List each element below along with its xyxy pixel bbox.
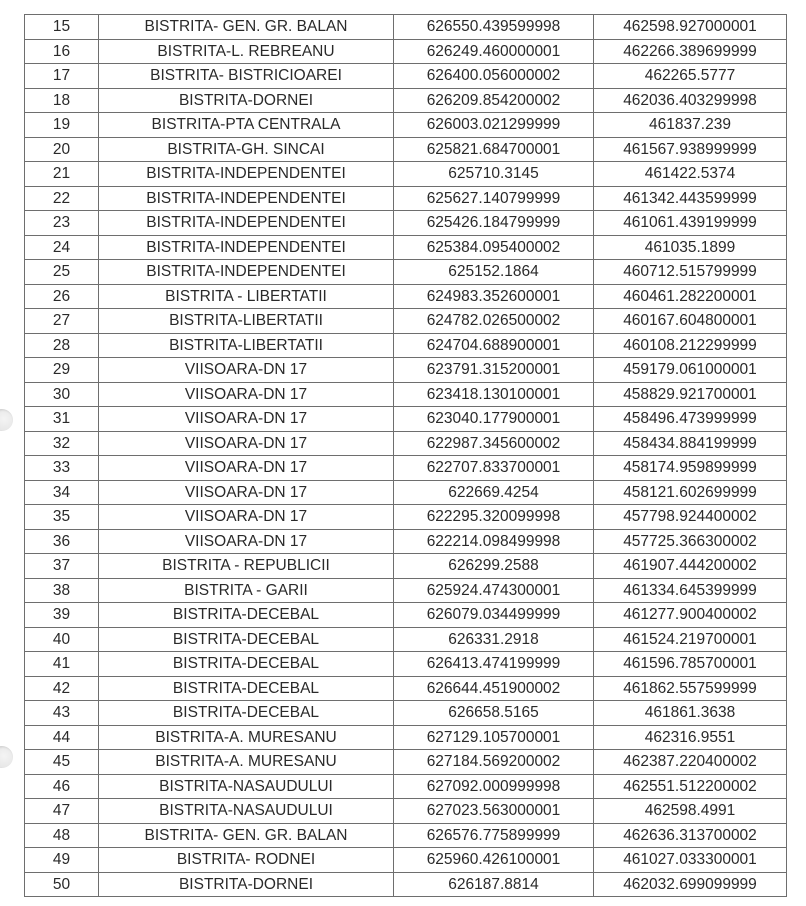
y-coordinate-cell: 462551.512200002 <box>594 774 787 799</box>
location-name-cell: BISTRITA-DECEBAL <box>99 627 394 652</box>
y-coordinate-cell: 458434.884199999 <box>594 431 787 456</box>
x-coordinate-cell: 625960.426100001 <box>394 848 594 873</box>
location-name-cell: BISTRITA-DECEBAL <box>99 701 394 726</box>
table-row <box>25 137 787 162</box>
location-name-cell: BISTRITA-LIBERTATII <box>99 309 394 334</box>
x-coordinate-cell: 624782.026500002 <box>394 309 594 334</box>
row-number-cell: 44 <box>25 725 99 750</box>
y-coordinate-cell: 460108.212299999 <box>594 333 787 358</box>
y-coordinate-cell: 460712.515799999 <box>594 260 787 285</box>
location-name-cell: BISTRITA-INDEPENDENTEI <box>99 260 394 285</box>
y-coordinate-cell: 461567.938999999 <box>594 137 787 162</box>
location-name-cell: VIISOARA-DN 17 <box>99 505 394 530</box>
location-name-cell: BISTRITA-LIBERTATII <box>99 333 394 358</box>
row-number-cell: 34 <box>25 480 99 505</box>
row-number-cell: 21 <box>25 162 99 187</box>
row-number-cell: 19 <box>25 113 99 138</box>
y-coordinate-cell: 461862.557599999 <box>594 676 787 701</box>
x-coordinate-cell: 626003.021299999 <box>394 113 594 138</box>
location-name-cell: BISTRITA-INDEPENDENTEI <box>99 162 394 187</box>
y-coordinate-cell: 457798.924400002 <box>594 505 787 530</box>
table-row <box>25 382 787 407</box>
table-row <box>25 603 787 628</box>
table-row <box>25 750 787 775</box>
y-coordinate-cell: 458174.959899999 <box>594 456 787 481</box>
x-coordinate-cell: 625384.095400002 <box>394 235 594 260</box>
y-coordinate-cell: 460167.604800001 <box>594 309 787 334</box>
location-name-cell: BISTRITA-INDEPENDENTEI <box>99 211 394 236</box>
location-name-cell: BISTRITA-NASAUDULUI <box>99 774 394 799</box>
x-coordinate-cell: 626249.460000001 <box>394 39 594 64</box>
table-row <box>25 652 787 677</box>
table-row <box>25 554 787 579</box>
location-name-cell: BISTRITA-DECEBAL <box>99 603 394 628</box>
table-row <box>25 505 787 530</box>
row-number-cell: 37 <box>25 554 99 579</box>
y-coordinate-cell: 462387.220400002 <box>594 750 787 775</box>
location-name-cell: BISTRITA-DECEBAL <box>99 652 394 677</box>
location-name-cell: VIISOARA-DN 17 <box>99 358 394 383</box>
row-number-cell: 47 <box>25 799 99 824</box>
coordinates-table-body <box>25 15 787 897</box>
row-number-cell: 41 <box>25 652 99 677</box>
y-coordinate-cell: 462636.313700002 <box>594 823 787 848</box>
table-row <box>25 186 787 211</box>
row-number-cell: 18 <box>25 88 99 113</box>
x-coordinate-cell: 625426.184799999 <box>394 211 594 236</box>
row-number-cell: 32 <box>25 431 99 456</box>
row-number-cell: 49 <box>25 848 99 873</box>
row-number-cell: 33 <box>25 456 99 481</box>
table-row <box>25 333 787 358</box>
row-number-cell: 39 <box>25 603 99 628</box>
table-row <box>25 823 787 848</box>
y-coordinate-cell: 458829.921700001 <box>594 382 787 407</box>
x-coordinate-cell: 622295.320099998 <box>394 505 594 530</box>
row-number-cell: 22 <box>25 186 99 211</box>
x-coordinate-cell: 626187.8814 <box>394 872 594 897</box>
location-name-cell: BISTRITA- BISTRICIOAREI <box>99 64 394 89</box>
location-name-cell: BISTRITA-A. MURESANU <box>99 750 394 775</box>
y-coordinate-cell: 461061.439199999 <box>594 211 787 236</box>
row-number-cell: 38 <box>25 578 99 603</box>
row-number-cell: 27 <box>25 309 99 334</box>
row-number-cell: 40 <box>25 627 99 652</box>
row-number-cell: 31 <box>25 407 99 432</box>
location-name-cell: BISTRITA-PTA CENTRALA <box>99 113 394 138</box>
row-number-cell: 30 <box>25 382 99 407</box>
y-coordinate-cell: 461837.239 <box>594 113 787 138</box>
row-number-cell: 42 <box>25 676 99 701</box>
table-row <box>25 64 787 89</box>
table-row <box>25 309 787 334</box>
y-coordinate-cell: 461524.219700001 <box>594 627 787 652</box>
x-coordinate-cell: 624983.352600001 <box>394 284 594 309</box>
location-name-cell: BISTRITA- GEN. GR. BALAN <box>99 823 394 848</box>
row-number-cell: 29 <box>25 358 99 383</box>
location-name-cell: BISTRITA - GARII <box>99 578 394 603</box>
x-coordinate-cell: 626550.439599998 <box>394 15 594 40</box>
table-row <box>25 235 787 260</box>
table-row <box>25 676 787 701</box>
table-row <box>25 848 787 873</box>
x-coordinate-cell: 623418.130100001 <box>394 382 594 407</box>
row-number-cell: 25 <box>25 260 99 285</box>
table-row <box>25 211 787 236</box>
x-coordinate-cell: 627023.563000001 <box>394 799 594 824</box>
location-name-cell: VIISOARA-DN 17 <box>99 382 394 407</box>
x-coordinate-cell: 626576.775899999 <box>394 823 594 848</box>
y-coordinate-cell: 462598.4991 <box>594 799 787 824</box>
y-coordinate-cell: 461422.5374 <box>594 162 787 187</box>
row-number-cell: 17 <box>25 64 99 89</box>
y-coordinate-cell: 460461.282200001 <box>594 284 787 309</box>
table-row <box>25 627 787 652</box>
table-row <box>25 39 787 64</box>
y-coordinate-cell: 462266.389699999 <box>594 39 787 64</box>
x-coordinate-cell: 626658.5165 <box>394 701 594 726</box>
location-name-cell: VIISOARA-DN 17 <box>99 407 394 432</box>
location-name-cell: BISTRITA-DECEBAL <box>99 676 394 701</box>
row-number-cell: 26 <box>25 284 99 309</box>
table-row <box>25 725 787 750</box>
x-coordinate-cell: 627092.000999998 <box>394 774 594 799</box>
x-coordinate-cell: 625821.684700001 <box>394 137 594 162</box>
location-name-cell: BISTRITA- GEN. GR. BALAN <box>99 15 394 40</box>
location-name-cell: BISTRITA - REPUBLICII <box>99 554 394 579</box>
table-row <box>25 701 787 726</box>
x-coordinate-cell: 626400.056000002 <box>394 64 594 89</box>
y-coordinate-cell: 458121.602699999 <box>594 480 787 505</box>
table-row <box>25 774 787 799</box>
x-coordinate-cell: 627184.569200002 <box>394 750 594 775</box>
row-number-cell: 48 <box>25 823 99 848</box>
location-name-cell: VIISOARA-DN 17 <box>99 480 394 505</box>
punch-hole-mark <box>0 746 13 768</box>
x-coordinate-cell: 626079.034499999 <box>394 603 594 628</box>
location-name-cell: VIISOARA-DN 17 <box>99 456 394 481</box>
location-name-cell: BISTRITA-A. MURESANU <box>99 725 394 750</box>
y-coordinate-cell: 461342.443599999 <box>594 186 787 211</box>
table-row <box>25 407 787 432</box>
row-number-cell: 50 <box>25 872 99 897</box>
y-coordinate-cell: 461334.645399999 <box>594 578 787 603</box>
x-coordinate-cell: 622669.4254 <box>394 480 594 505</box>
table-row <box>25 799 787 824</box>
y-coordinate-cell: 462036.403299998 <box>594 88 787 113</box>
x-coordinate-cell: 622707.833700001 <box>394 456 594 481</box>
table-row <box>25 431 787 456</box>
y-coordinate-cell: 461861.3638 <box>594 701 787 726</box>
x-coordinate-cell: 625710.3145 <box>394 162 594 187</box>
location-name-cell: BISTRITA-GH. SINCAI <box>99 137 394 162</box>
x-coordinate-cell: 626644.451900002 <box>394 676 594 701</box>
row-number-cell: 20 <box>25 137 99 162</box>
table-row <box>25 284 787 309</box>
table-row <box>25 113 787 138</box>
y-coordinate-cell: 462316.9551 <box>594 725 787 750</box>
row-number-cell: 35 <box>25 505 99 530</box>
y-coordinate-cell: 459179.061000001 <box>594 358 787 383</box>
table-row <box>25 260 787 285</box>
location-name-cell: BISTRITA-INDEPENDENTEI <box>99 235 394 260</box>
row-number-cell: 16 <box>25 39 99 64</box>
x-coordinate-cell: 625152.1864 <box>394 260 594 285</box>
table-row <box>25 529 787 554</box>
punch-hole-mark <box>0 409 13 431</box>
row-number-cell: 24 <box>25 235 99 260</box>
location-name-cell: BISTRITA-INDEPENDENTEI <box>99 186 394 211</box>
location-name-cell: VIISOARA-DN 17 <box>99 431 394 456</box>
y-coordinate-cell: 462032.699099999 <box>594 872 787 897</box>
location-name-cell: BISTRITA-DORNEI <box>99 872 394 897</box>
table-row <box>25 578 787 603</box>
x-coordinate-cell: 626413.474199999 <box>394 652 594 677</box>
location-name-cell: VIISOARA-DN 17 <box>99 529 394 554</box>
x-coordinate-cell: 622987.345600002 <box>394 431 594 456</box>
location-name-cell: BISTRITA-L. REBREANU <box>99 39 394 64</box>
table-row <box>25 15 787 40</box>
table-row <box>25 480 787 505</box>
coordinates-table <box>24 14 787 897</box>
row-number-cell: 36 <box>25 529 99 554</box>
table-row <box>25 162 787 187</box>
row-number-cell: 45 <box>25 750 99 775</box>
row-number-cell: 28 <box>25 333 99 358</box>
y-coordinate-cell: 458496.473999999 <box>594 407 787 432</box>
y-coordinate-cell: 461277.900400002 <box>594 603 787 628</box>
x-coordinate-cell: 623791.315200001 <box>394 358 594 383</box>
location-name-cell: BISTRITA-DORNEI <box>99 88 394 113</box>
table-row <box>25 872 787 897</box>
location-name-cell: BISTRITA- RODNEI <box>99 848 394 873</box>
table-row <box>25 88 787 113</box>
y-coordinate-cell: 461027.033300001 <box>594 848 787 873</box>
y-coordinate-cell: 461035.1899 <box>594 235 787 260</box>
x-coordinate-cell: 626299.2588 <box>394 554 594 579</box>
y-coordinate-cell: 462265.5777 <box>594 64 787 89</box>
x-coordinate-cell: 624704.688900001 <box>394 333 594 358</box>
y-coordinate-cell: 461907.444200002 <box>594 554 787 579</box>
x-coordinate-cell: 626331.2918 <box>394 627 594 652</box>
row-number-cell: 43 <box>25 701 99 726</box>
table-row <box>25 358 787 383</box>
location-name-cell: BISTRITA - LIBERTATII <box>99 284 394 309</box>
row-number-cell: 15 <box>25 15 99 40</box>
x-coordinate-cell: 622214.098499998 <box>394 529 594 554</box>
x-coordinate-cell: 625924.474300001 <box>394 578 594 603</box>
row-number-cell: 46 <box>25 774 99 799</box>
table-row <box>25 456 787 481</box>
x-coordinate-cell: 625627.140799999 <box>394 186 594 211</box>
x-coordinate-cell: 623040.177900001 <box>394 407 594 432</box>
y-coordinate-cell: 462598.927000001 <box>594 15 787 40</box>
location-name-cell: BISTRITA-NASAUDULUI <box>99 799 394 824</box>
x-coordinate-cell: 626209.854200002 <box>394 88 594 113</box>
x-coordinate-cell: 627129.105700001 <box>394 725 594 750</box>
y-coordinate-cell: 457725.366300002 <box>594 529 787 554</box>
row-number-cell: 23 <box>25 211 99 236</box>
y-coordinate-cell: 461596.785700001 <box>594 652 787 677</box>
